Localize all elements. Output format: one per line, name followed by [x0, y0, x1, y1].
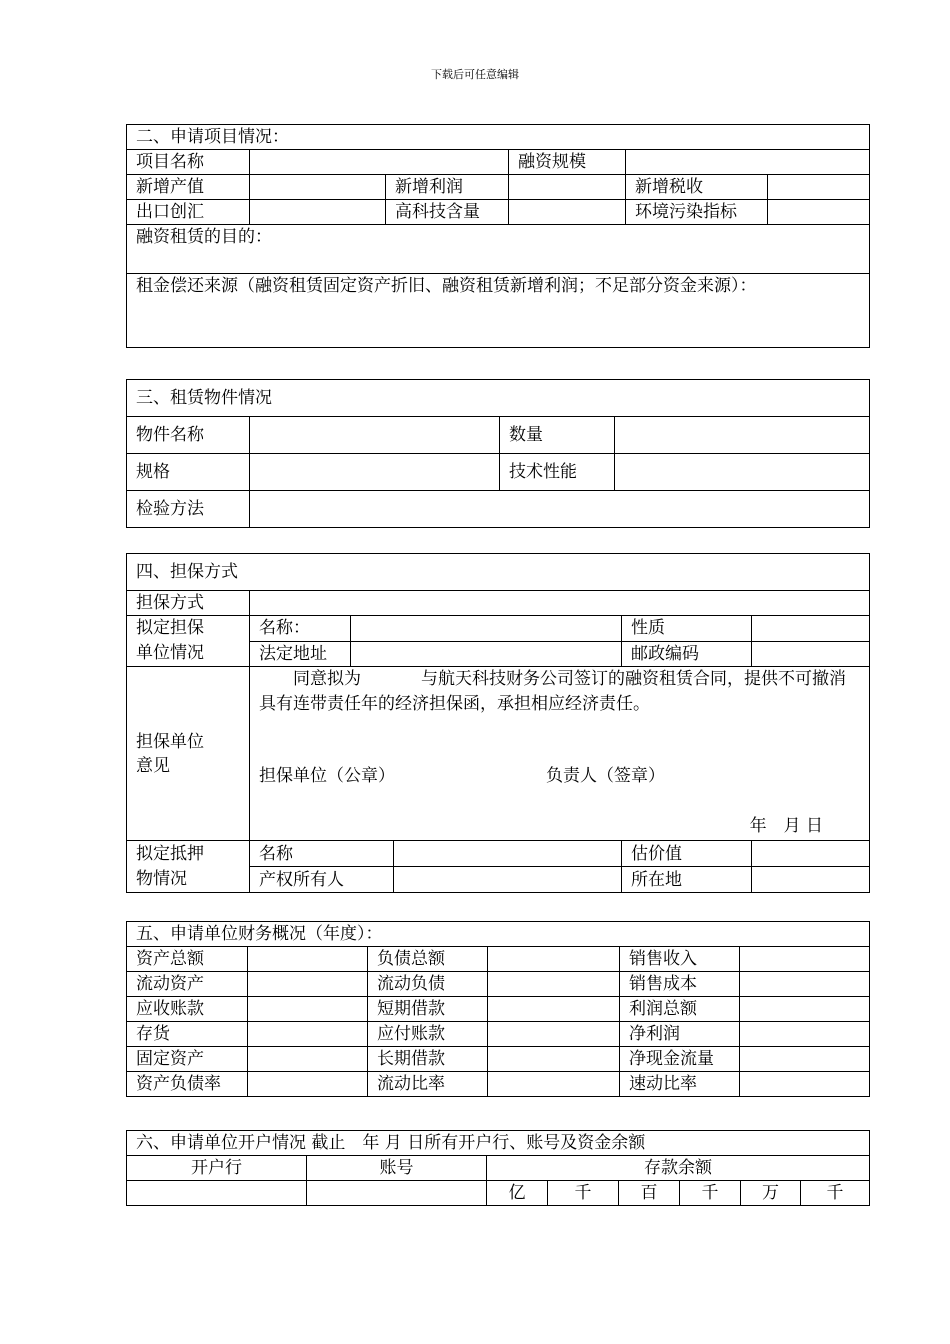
label-pollution: 环境污染指标 — [626, 200, 768, 225]
fin-label: 净现金流量 — [620, 1047, 740, 1072]
fin-label: 利润总额 — [620, 997, 740, 1022]
fin-field[interactable] — [740, 1047, 870, 1072]
label-collateral-name: 名称 — [250, 841, 394, 867]
fin-field[interactable] — [248, 997, 368, 1022]
label-performance: 技术性能 — [500, 454, 615, 491]
fin-label: 存货 — [127, 1022, 248, 1047]
fin-field[interactable] — [740, 947, 870, 972]
label-export: 出口创汇 — [127, 200, 250, 225]
unit-wan: 万 — [741, 1181, 801, 1206]
section-title: 六、申请单位开户情况 截止 年 月 日所有开户行、账号及资金余额 — [127, 1131, 870, 1156]
label-nature: 性质 — [622, 616, 752, 642]
unit-yi: 亿 — [487, 1181, 548, 1206]
field-spec[interactable] — [250, 454, 500, 491]
field-financing-scale[interactable] — [626, 150, 870, 175]
unit-qian: 千 — [548, 1181, 619, 1206]
fin-label: 固定资产 — [127, 1047, 248, 1072]
field-location[interactable] — [752, 867, 870, 893]
fin-field[interactable] — [488, 1022, 620, 1047]
fin-field[interactable] — [248, 1072, 368, 1097]
field-est-value[interactable] — [752, 841, 870, 867]
label-collateral-l2: 物情况 — [136, 868, 187, 889]
field-project-name[interactable] — [250, 150, 509, 175]
fin-label: 流动资产 — [127, 972, 248, 997]
fin-field[interactable] — [488, 997, 620, 1022]
label-financing-scale: 融资规模 — [509, 150, 626, 175]
field-pollution[interactable] — [768, 200, 870, 225]
field-opinion[interactable] — [250, 667, 870, 841]
fin-label: 资产总额 — [127, 947, 248, 972]
label-opinion — [127, 667, 250, 841]
label-postcode: 邮政编码 — [622, 641, 752, 667]
fin-field[interactable] — [740, 1072, 870, 1097]
fin-label: 负债总额 — [368, 947, 488, 972]
header-balance: 存款余额 — [487, 1156, 870, 1181]
label-collateral-l1: 拟定抵押 — [136, 843, 204, 864]
fin-field[interactable] — [488, 1072, 620, 1097]
field-quantity[interactable] — [615, 417, 870, 454]
section-title: 二、申请项目情况： — [127, 125, 870, 150]
fin-field[interactable] — [248, 1047, 368, 1072]
label-guarantor — [127, 616, 250, 667]
label-owner: 产权所有人 — [250, 867, 394, 893]
fin-label: 销售收入 — [620, 947, 740, 972]
opinion-text — [259, 667, 861, 717]
field-account[interactable] — [307, 1181, 487, 1206]
label-new-tax: 新增税收 — [626, 175, 768, 200]
section-title: 三、租赁物件情况 — [127, 380, 870, 417]
field-new-profit[interactable] — [509, 175, 626, 200]
field-guarantee-method[interactable] — [250, 591, 870, 616]
fin-label: 销售成本 — [620, 972, 740, 997]
section-title: 四、担保方式 — [127, 554, 870, 591]
opinion-text-a: 同意拟为 — [293, 669, 361, 689]
fin-field[interactable] — [488, 1047, 620, 1072]
label-guarantor-l1: 拟定担保 — [136, 618, 204, 638]
fin-field[interactable] — [248, 947, 368, 972]
fin-label: 短期借款 — [368, 997, 488, 1022]
header-bank: 开户行 — [127, 1156, 307, 1181]
field-bank[interactable] — [127, 1181, 307, 1206]
label-collateral — [127, 841, 250, 893]
label-hightech: 高科技含量 — [386, 200, 509, 225]
field-guarantor-name[interactable] — [351, 616, 622, 642]
label-new-output: 新增产值 — [127, 175, 250, 200]
label-guarantor-name: 名称： — [250, 616, 351, 642]
fin-field[interactable] — [248, 972, 368, 997]
fin-label: 应收账款 — [127, 997, 248, 1022]
fin-label: 应付账款 — [368, 1022, 488, 1047]
label-guarantee-method: 担保方式 — [127, 591, 250, 616]
header-note: 下载后可任意编辑 — [431, 68, 519, 81]
opinion-text-b: 与航天科技财务公司签订的融资租赁合同，提供不可撤消具有连带责任年的经济担保函，承担相应经济责任。 — [259, 669, 846, 714]
fin-field[interactable] — [488, 972, 620, 997]
field-hightech[interactable] — [509, 200, 626, 225]
fin-field[interactable] — [740, 997, 870, 1022]
section-project-info — [126, 124, 870, 348]
field-collateral-name[interactable] — [394, 841, 622, 867]
section-financials — [126, 921, 870, 1097]
label-address: 法定地址 — [250, 641, 351, 667]
field-nature[interactable] — [752, 616, 870, 642]
label-location: 所在地 — [622, 867, 752, 893]
label-inspection: 检验方法 — [127, 491, 250, 528]
field-purpose[interactable]: 融资租赁的目的： — [127, 225, 870, 274]
field-postcode[interactable] — [752, 641, 870, 667]
section-title: 五、申请单位财务概况（年度）： — [127, 922, 870, 947]
label-new-profit: 新增利润 — [386, 175, 509, 200]
field-repayment[interactable]: 租金偿还来源（融资租赁固定资产折旧、融资租赁新增利润；不足部分资金来源）： — [127, 274, 870, 348]
section-bank-accounts — [126, 1130, 870, 1206]
field-new-tax[interactable] — [768, 175, 870, 200]
unit-bai: 百 — [619, 1181, 680, 1206]
field-export[interactable] — [250, 200, 386, 225]
field-address[interactable] — [351, 641, 622, 667]
fin-field[interactable] — [740, 972, 870, 997]
section-lease-items — [126, 379, 870, 528]
label-opinion-l2: 意见 — [136, 755, 170, 776]
label-item-name: 物件名称 — [127, 417, 250, 454]
label-est-value: 估价值 — [622, 841, 752, 867]
fin-field[interactable] — [248, 1022, 368, 1047]
fin-label: 净利润 — [620, 1022, 740, 1047]
section-guarantee — [126, 553, 870, 893]
header-account: 账号 — [307, 1156, 487, 1181]
label-guarantor-l2: 单位情况 — [136, 643, 204, 663]
fin-label: 长期借款 — [368, 1047, 488, 1072]
date-label: 年 月 日 — [749, 816, 824, 836]
field-item-name[interactable] — [250, 417, 500, 454]
unit-qian: 千 — [680, 1181, 741, 1206]
field-performance[interactable] — [615, 454, 870, 491]
fin-label: 资产负债率 — [127, 1072, 248, 1097]
label-opinion-l1: 担保单位 — [136, 731, 204, 752]
fin-field[interactable] — [488, 947, 620, 972]
seal-label: 担保单位（公章） — [259, 766, 395, 786]
fin-label: 流动比率 — [368, 1072, 488, 1097]
fin-field[interactable] — [740, 1022, 870, 1047]
signer-label: 负责人（签章） — [546, 766, 665, 786]
fin-label: 流动负债 — [368, 972, 488, 997]
field-owner[interactable] — [394, 867, 622, 893]
field-inspection[interactable] — [250, 491, 870, 528]
unit-qian: 千 — [801, 1181, 870, 1206]
field-new-output[interactable] — [250, 175, 386, 200]
label-quantity: 数量 — [500, 417, 615, 454]
fin-label: 速动比率 — [620, 1072, 740, 1097]
label-spec: 规格 — [127, 454, 250, 491]
label-project-name: 项目名称 — [127, 150, 250, 175]
